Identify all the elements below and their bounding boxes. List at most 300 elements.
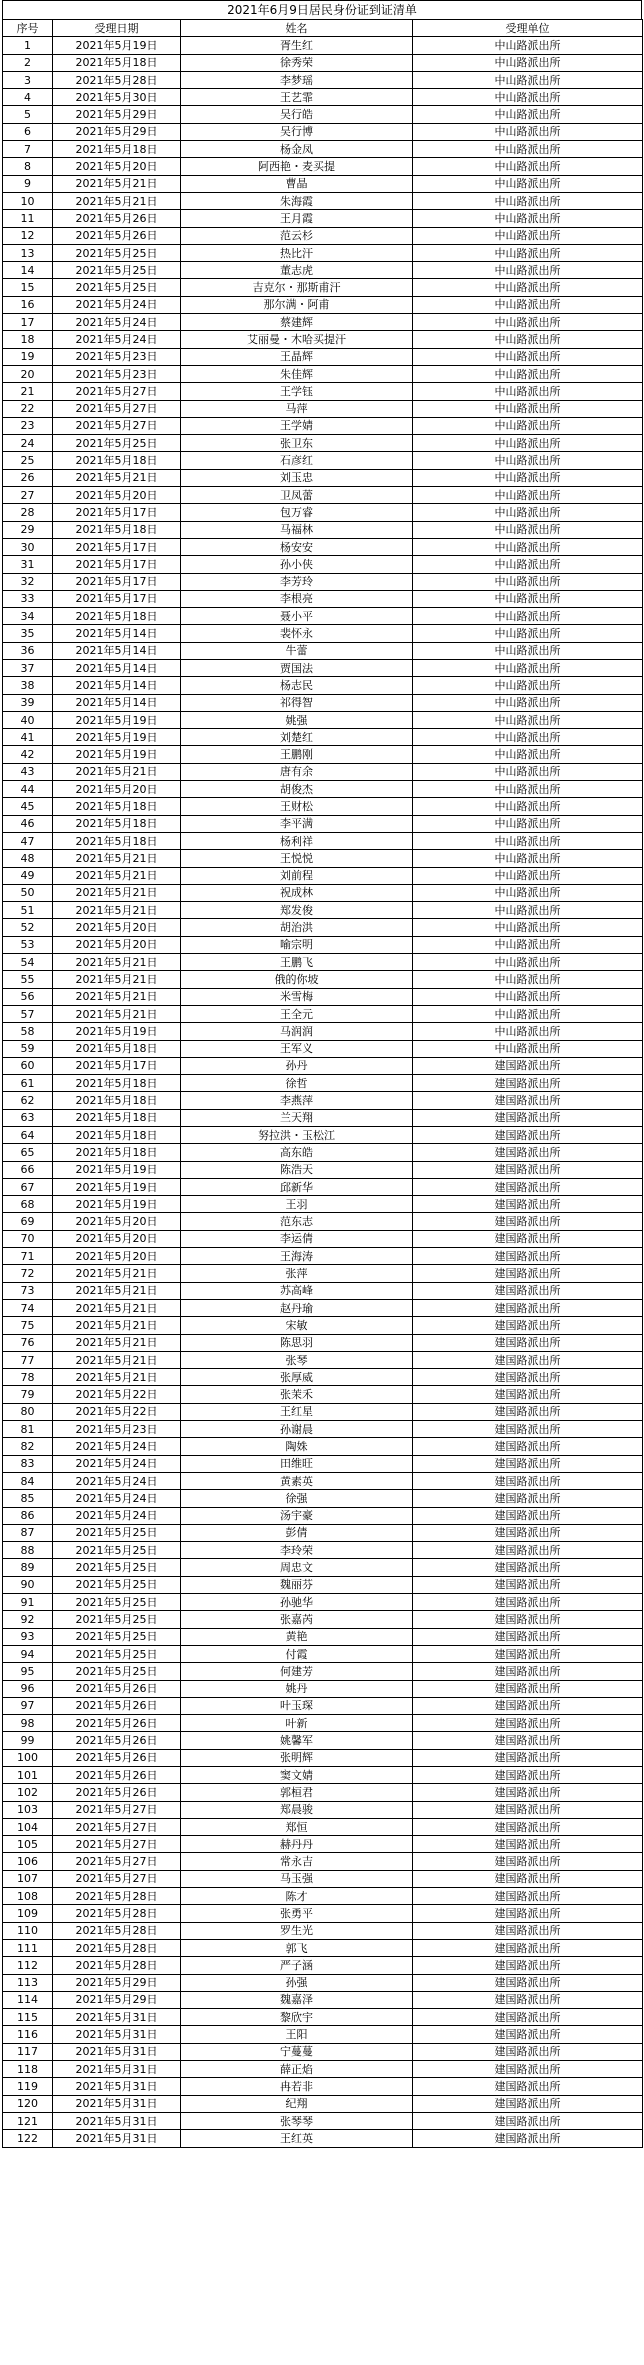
cell-name: 王学钰 xyxy=(181,383,413,400)
cell-index: 22 xyxy=(3,400,53,417)
cell-name: 郭桓君 xyxy=(181,1784,413,1801)
table-row xyxy=(3,417,643,434)
cell-date: 2021年5月24日 xyxy=(53,1472,181,1489)
cell-date: 2021年5月17日 xyxy=(53,556,181,573)
cell-unit: 建国路派出所 xyxy=(413,1265,643,1282)
cell-name: 张琴 xyxy=(181,1351,413,1368)
cell-unit: 建国路派出所 xyxy=(413,1403,643,1420)
cell-date: 2021年5月27日 xyxy=(53,1853,181,1870)
table-row xyxy=(3,400,643,417)
cell-name: 郑恒 xyxy=(181,1818,413,1835)
cell-unit: 中山路派出所 xyxy=(413,383,643,400)
cell-unit: 建国路派出所 xyxy=(413,2078,643,2095)
cell-name: 贾国法 xyxy=(181,659,413,676)
table-row xyxy=(3,365,643,382)
table-row xyxy=(3,1888,643,1905)
cell-unit: 建国路派出所 xyxy=(413,1939,643,1956)
cell-date: 2021年5月26日 xyxy=(53,1784,181,1801)
cell-unit: 中山路派出所 xyxy=(413,988,643,1005)
table-row xyxy=(3,2095,643,2112)
cell-index: 93 xyxy=(3,1628,53,1645)
table-row xyxy=(3,1230,643,1247)
cell-date: 2021年5月19日 xyxy=(53,1023,181,1040)
cell-date: 2021年5月31日 xyxy=(53,2026,181,2043)
cell-date: 2021年5月28日 xyxy=(53,1957,181,1974)
table-row xyxy=(3,487,643,504)
cell-date: 2021年5月26日 xyxy=(53,1697,181,1714)
cell-index: 53 xyxy=(3,936,53,953)
cell-name: 张嘉芮 xyxy=(181,1611,413,1628)
cell-name: 杨利祥 xyxy=(181,832,413,849)
cell-name: 王红星 xyxy=(181,1403,413,1420)
cell-date: 2021年5月25日 xyxy=(53,244,181,261)
table-row xyxy=(3,244,643,261)
table-row xyxy=(3,1576,643,1593)
cell-index: 119 xyxy=(3,2078,53,2095)
cell-index: 42 xyxy=(3,746,53,763)
cell-index: 5 xyxy=(3,106,53,123)
table-row xyxy=(3,452,643,469)
cell-date: 2021年5月21日 xyxy=(53,192,181,209)
cell-date: 2021年5月31日 xyxy=(53,2061,181,2078)
cell-date: 2021年5月24日 xyxy=(53,314,181,331)
cell-unit: 建国路派出所 xyxy=(413,1576,643,1593)
cell-date: 2021年5月23日 xyxy=(53,1421,181,1438)
cell-date: 2021年5月26日 xyxy=(53,1680,181,1697)
cell-unit: 中山路派出所 xyxy=(413,608,643,625)
table-row xyxy=(3,1628,643,1645)
cell-name: 宁蔓蔓 xyxy=(181,2043,413,2060)
cell-index: 64 xyxy=(3,1127,53,1144)
cell-date: 2021年5月14日 xyxy=(53,694,181,711)
cell-date: 2021年5月25日 xyxy=(53,1645,181,1662)
table-row xyxy=(3,729,643,746)
cell-name: 马玉强 xyxy=(181,1870,413,1887)
cell-index: 45 xyxy=(3,798,53,815)
cell-index: 84 xyxy=(3,1472,53,1489)
cell-index: 114 xyxy=(3,1991,53,2008)
header-date: 受理日期 xyxy=(53,20,181,37)
cell-name: 热比汗 xyxy=(181,244,413,261)
cell-date: 2021年5月18日 xyxy=(53,815,181,832)
cell-name: 王财松 xyxy=(181,798,413,815)
cell-unit: 建国路派出所 xyxy=(413,1299,643,1316)
cell-date: 2021年5月19日 xyxy=(53,746,181,763)
cell-name: 田维旺 xyxy=(181,1455,413,1472)
table-row xyxy=(3,1161,643,1178)
cell-date: 2021年5月19日 xyxy=(53,37,181,54)
table-row xyxy=(3,590,643,607)
cell-unit: 中山路派出所 xyxy=(413,175,643,192)
cell-name: 李平满 xyxy=(181,815,413,832)
cell-date: 2021年5月26日 xyxy=(53,1732,181,1749)
cell-date: 2021年5月21日 xyxy=(53,954,181,971)
cell-date: 2021年5月28日 xyxy=(53,1939,181,1956)
cell-name: 魏嘉泽 xyxy=(181,1991,413,2008)
cell-date: 2021年5月21日 xyxy=(53,1265,181,1282)
cell-name: 赵丹瑜 xyxy=(181,1299,413,1316)
cell-date: 2021年5月25日 xyxy=(53,1559,181,1576)
cell-name: 徐强 xyxy=(181,1490,413,1507)
cell-date: 2021年5月18日 xyxy=(53,141,181,158)
table-row xyxy=(3,1594,643,1611)
table-row xyxy=(3,158,643,175)
cell-index: 14 xyxy=(3,262,53,279)
table-row xyxy=(3,832,643,849)
table-row xyxy=(3,538,643,555)
cell-index: 70 xyxy=(3,1230,53,1247)
table-row xyxy=(3,1507,643,1524)
cell-name: 李运倩 xyxy=(181,1230,413,1247)
cell-name: 姚馨军 xyxy=(181,1732,413,1749)
cell-index: 100 xyxy=(3,1749,53,1766)
cell-name: 周忠文 xyxy=(181,1559,413,1576)
cell-unit: 中山路派出所 xyxy=(413,936,643,953)
table-row xyxy=(3,1732,643,1749)
cell-date: 2021年5月31日 xyxy=(53,2095,181,2112)
cell-index: 18 xyxy=(3,331,53,348)
cell-unit: 建国路派出所 xyxy=(413,1248,643,1265)
table-row xyxy=(3,763,643,780)
cell-index: 88 xyxy=(3,1542,53,1559)
cell-index: 107 xyxy=(3,1870,53,1887)
cell-name: 孙小侠 xyxy=(181,556,413,573)
table-row xyxy=(3,1749,643,1766)
cell-name: 李芳玲 xyxy=(181,573,413,590)
cell-unit: 中山路派出所 xyxy=(413,867,643,884)
cell-unit: 中山路派出所 xyxy=(413,210,643,227)
cell-name: 付霞 xyxy=(181,1645,413,1662)
cell-index: 73 xyxy=(3,1282,53,1299)
cell-date: 2021年5月20日 xyxy=(53,919,181,936)
cell-date: 2021年5月21日 xyxy=(53,763,181,780)
cell-name: 李燕萍 xyxy=(181,1092,413,1109)
table-row xyxy=(3,1991,643,2008)
cell-unit: 建国路派出所 xyxy=(413,1818,643,1835)
cell-date: 2021年5月25日 xyxy=(53,279,181,296)
cell-unit: 中山路派出所 xyxy=(413,400,643,417)
cell-date: 2021年5月24日 xyxy=(53,1438,181,1455)
cell-name: 张卫东 xyxy=(181,435,413,452)
cell-unit: 建国路派出所 xyxy=(413,2112,643,2129)
cell-unit: 中山路派出所 xyxy=(413,469,643,486)
cell-unit: 中山路派出所 xyxy=(413,746,643,763)
cell-unit: 建国路派出所 xyxy=(413,1594,643,1611)
header-unit: 受理单位 xyxy=(413,20,643,37)
table-row xyxy=(3,815,643,832)
cell-name: 吴行博 xyxy=(181,123,413,140)
cell-name: 包万睿 xyxy=(181,504,413,521)
cell-index: 10 xyxy=(3,192,53,209)
table-row xyxy=(3,1265,643,1282)
cell-date: 2021年5月28日 xyxy=(53,71,181,88)
cell-date: 2021年5月21日 xyxy=(53,971,181,988)
cell-name: 汤宇豪 xyxy=(181,1507,413,1524)
table-row xyxy=(3,1127,643,1144)
table-row xyxy=(3,971,643,988)
cell-unit: 中山路派出所 xyxy=(413,1023,643,1040)
table-row xyxy=(3,867,643,884)
cell-index: 37 xyxy=(3,659,53,676)
table-row xyxy=(3,1611,643,1628)
table-row xyxy=(3,2078,643,2095)
table-row xyxy=(3,383,643,400)
cell-unit: 中山路派出所 xyxy=(413,763,643,780)
cell-index: 97 xyxy=(3,1697,53,1714)
cell-date: 2021年5月24日 xyxy=(53,1490,181,1507)
cell-unit: 建国路派出所 xyxy=(413,1317,643,1334)
cell-name: 宋敏 xyxy=(181,1317,413,1334)
cell-index: 15 xyxy=(3,279,53,296)
cell-index: 87 xyxy=(3,1524,53,1541)
cell-name: 李玲荣 xyxy=(181,1542,413,1559)
cell-unit: 中山路派出所 xyxy=(413,71,643,88)
cell-name: 阿西艳・麦买提 xyxy=(181,158,413,175)
cell-name: 郭飞 xyxy=(181,1939,413,1956)
cell-index: 101 xyxy=(3,1766,53,1783)
cell-date: 2021年5月18日 xyxy=(53,798,181,815)
cell-unit: 建国路派出所 xyxy=(413,1957,643,1974)
table-row xyxy=(3,1144,643,1161)
cell-date: 2021年5月25日 xyxy=(53,1628,181,1645)
cell-date: 2021年5月21日 xyxy=(53,902,181,919)
cell-date: 2021年5月28日 xyxy=(53,1888,181,1905)
cell-unit: 中山路派出所 xyxy=(413,642,643,659)
table-row xyxy=(3,1472,643,1489)
cell-index: 117 xyxy=(3,2043,53,2060)
cell-unit: 建国路派出所 xyxy=(413,1351,643,1368)
cell-index: 85 xyxy=(3,1490,53,1507)
cell-name: 蔡建辉 xyxy=(181,314,413,331)
cell-unit: 建国路派出所 xyxy=(413,1109,643,1126)
table-row xyxy=(3,1697,643,1714)
document-title: 2021年6月9日居民身份证到证清单 xyxy=(2,0,642,19)
cell-date: 2021年5月31日 xyxy=(53,2112,181,2129)
cell-index: 106 xyxy=(3,1853,53,1870)
cell-date: 2021年5月23日 xyxy=(53,365,181,382)
cell-date: 2021年5月26日 xyxy=(53,1749,181,1766)
table-row xyxy=(3,469,643,486)
cell-unit: 建国路派出所 xyxy=(413,1127,643,1144)
cell-unit: 中山路派出所 xyxy=(413,919,643,936)
cell-index: 78 xyxy=(3,1369,53,1386)
cell-name: 窦文婧 xyxy=(181,1766,413,1783)
cell-unit: 建国路派出所 xyxy=(413,1836,643,1853)
cell-index: 65 xyxy=(3,1144,53,1161)
cell-index: 61 xyxy=(3,1075,53,1092)
cell-unit: 中山路派出所 xyxy=(413,89,643,106)
cell-date: 2021年5月24日 xyxy=(53,331,181,348)
table-row xyxy=(3,1386,643,1403)
cell-unit: 建国路派出所 xyxy=(413,1680,643,1697)
cell-date: 2021年5月14日 xyxy=(53,642,181,659)
cell-date: 2021年5月28日 xyxy=(53,1922,181,1939)
cell-name: 姚丹 xyxy=(181,1680,413,1697)
cell-date: 2021年5月27日 xyxy=(53,1836,181,1853)
cell-unit: 中山路派出所 xyxy=(413,504,643,521)
cell-index: 99 xyxy=(3,1732,53,1749)
cell-name: 孙丹 xyxy=(181,1057,413,1074)
cell-unit: 中山路派出所 xyxy=(413,711,643,728)
cell-unit: 中山路派出所 xyxy=(413,798,643,815)
cell-unit: 中山路派出所 xyxy=(413,573,643,590)
table-row xyxy=(3,642,643,659)
table-row xyxy=(3,936,643,953)
cell-date: 2021年5月18日 xyxy=(53,1144,181,1161)
cell-name: 罗生光 xyxy=(181,1922,413,1939)
cell-unit: 建国路派出所 xyxy=(413,1732,643,1749)
table-row xyxy=(3,227,643,244)
cell-unit: 中山路派出所 xyxy=(413,781,643,798)
cell-name: 王鹏飞 xyxy=(181,954,413,971)
cell-unit: 建国路派出所 xyxy=(413,1542,643,1559)
cell-name: 陶姝 xyxy=(181,1438,413,1455)
table-row xyxy=(3,781,643,798)
cell-index: 30 xyxy=(3,538,53,555)
table-row xyxy=(3,2130,643,2147)
cell-name: 胡治洪 xyxy=(181,919,413,936)
cell-unit: 建国路派出所 xyxy=(413,1386,643,1403)
table-row xyxy=(3,1196,643,1213)
cell-name: 曹晶 xyxy=(181,175,413,192)
cell-unit: 建国路派出所 xyxy=(413,1922,643,1939)
cell-unit: 建国路派出所 xyxy=(413,1645,643,1662)
cell-index: 38 xyxy=(3,677,53,694)
cell-index: 98 xyxy=(3,1715,53,1732)
cell-date: 2021年5月26日 xyxy=(53,227,181,244)
cell-unit: 中山路派出所 xyxy=(413,659,643,676)
cell-unit: 中山路派出所 xyxy=(413,1005,643,1022)
cell-date: 2021年5月18日 xyxy=(53,832,181,849)
table-row xyxy=(3,1922,643,1939)
cell-name: 徐哲 xyxy=(181,1075,413,1092)
cell-name: 黎欣宇 xyxy=(181,2009,413,2026)
cell-date: 2021年5月25日 xyxy=(53,1576,181,1593)
cell-name: 胡俊杰 xyxy=(181,781,413,798)
cell-index: 108 xyxy=(3,1888,53,1905)
cell-index: 112 xyxy=(3,1957,53,1974)
cell-name: 王军义 xyxy=(181,1040,413,1057)
cell-unit: 中山路派出所 xyxy=(413,348,643,365)
cell-name: 彭倩 xyxy=(181,1524,413,1541)
cell-name: 张萍 xyxy=(181,1265,413,1282)
cell-index: 94 xyxy=(3,1645,53,1662)
cell-unit: 建国路派出所 xyxy=(413,1697,643,1714)
cell-unit: 建国路派出所 xyxy=(413,1213,643,1230)
cell-date: 2021年5月28日 xyxy=(53,1905,181,1922)
cell-index: 96 xyxy=(3,1680,53,1697)
table-row xyxy=(3,1957,643,1974)
cell-unit: 中山路派出所 xyxy=(413,37,643,54)
cell-name: 张勇平 xyxy=(181,1905,413,1922)
table-row xyxy=(3,1715,643,1732)
cell-unit: 建国路派出所 xyxy=(413,1870,643,1887)
cell-date: 2021年5月21日 xyxy=(53,1299,181,1316)
cell-unit: 建国路派出所 xyxy=(413,1888,643,1905)
table-row xyxy=(3,504,643,521)
cell-name: 范东志 xyxy=(181,1213,413,1230)
table-row xyxy=(3,1369,643,1386)
cell-name: 王海涛 xyxy=(181,1248,413,1265)
table-row xyxy=(3,521,643,538)
cell-index: 35 xyxy=(3,625,53,642)
cell-unit: 建国路派出所 xyxy=(413,1438,643,1455)
table-row xyxy=(3,1282,643,1299)
cell-name: 王学婧 xyxy=(181,417,413,434)
table-row xyxy=(3,1092,643,1109)
cell-name: 米雪梅 xyxy=(181,988,413,1005)
table-row xyxy=(3,746,643,763)
cell-name: 魏丽芬 xyxy=(181,1576,413,1593)
cell-name: 唐有余 xyxy=(181,763,413,780)
table-row xyxy=(3,694,643,711)
cell-date: 2021年5月17日 xyxy=(53,590,181,607)
cell-date: 2021年5月27日 xyxy=(53,1801,181,1818)
table-row xyxy=(3,1680,643,1697)
cell-unit: 建国路派出所 xyxy=(413,1905,643,1922)
cell-index: 102 xyxy=(3,1784,53,1801)
cell-date: 2021年5月26日 xyxy=(53,210,181,227)
cell-name: 俄的你坡 xyxy=(181,971,413,988)
cell-name: 朱佳辉 xyxy=(181,365,413,382)
cell-name: 石彦红 xyxy=(181,452,413,469)
cell-unit: 建国路派出所 xyxy=(413,1421,643,1438)
cell-index: 86 xyxy=(3,1507,53,1524)
cell-index: 66 xyxy=(3,1161,53,1178)
header-name: 姓名 xyxy=(181,20,413,37)
cell-name: 孙强 xyxy=(181,1974,413,1991)
table-row xyxy=(3,314,643,331)
table-row xyxy=(3,1645,643,1662)
cell-name: 徐秀荣 xyxy=(181,54,413,71)
cell-unit: 建国路派出所 xyxy=(413,1472,643,1489)
cell-name: 吴行皓 xyxy=(181,106,413,123)
cell-index: 115 xyxy=(3,2009,53,2026)
cell-name: 吉克尔・那斯甫汗 xyxy=(181,279,413,296)
cell-unit: 建国路派出所 xyxy=(413,1161,643,1178)
cell-date: 2021年5月25日 xyxy=(53,1524,181,1541)
cell-index: 48 xyxy=(3,850,53,867)
cell-unit: 建国路派出所 xyxy=(413,1455,643,1472)
cell-date: 2021年5月19日 xyxy=(53,729,181,746)
cell-date: 2021年5月18日 xyxy=(53,1040,181,1057)
cell-index: 49 xyxy=(3,867,53,884)
cell-name: 刘前程 xyxy=(181,867,413,884)
cell-unit: 中山路派出所 xyxy=(413,815,643,832)
cell-unit: 中山路派出所 xyxy=(413,729,643,746)
cell-index: 82 xyxy=(3,1438,53,1455)
cell-date: 2021年5月20日 xyxy=(53,781,181,798)
cell-index: 8 xyxy=(3,158,53,175)
cell-date: 2021年5月21日 xyxy=(53,1334,181,1351)
cell-name: 努拉洪・玉松江 xyxy=(181,1127,413,1144)
table-row xyxy=(3,1559,643,1576)
cell-date: 2021年5月18日 xyxy=(53,1109,181,1126)
cell-unit: 中山路派出所 xyxy=(413,850,643,867)
id-card-list-table xyxy=(2,19,643,2148)
table-row xyxy=(3,1801,643,1818)
cell-index: 29 xyxy=(3,521,53,538)
cell-index: 17 xyxy=(3,314,53,331)
cell-name: 祝成林 xyxy=(181,884,413,901)
cell-unit: 中山路派出所 xyxy=(413,106,643,123)
cell-index: 92 xyxy=(3,1611,53,1628)
table-row xyxy=(3,1524,643,1541)
table-row xyxy=(3,1905,643,1922)
cell-date: 2021年5月19日 xyxy=(53,1196,181,1213)
cell-date: 2021年5月25日 xyxy=(53,1611,181,1628)
cell-date: 2021年5月22日 xyxy=(53,1403,181,1420)
